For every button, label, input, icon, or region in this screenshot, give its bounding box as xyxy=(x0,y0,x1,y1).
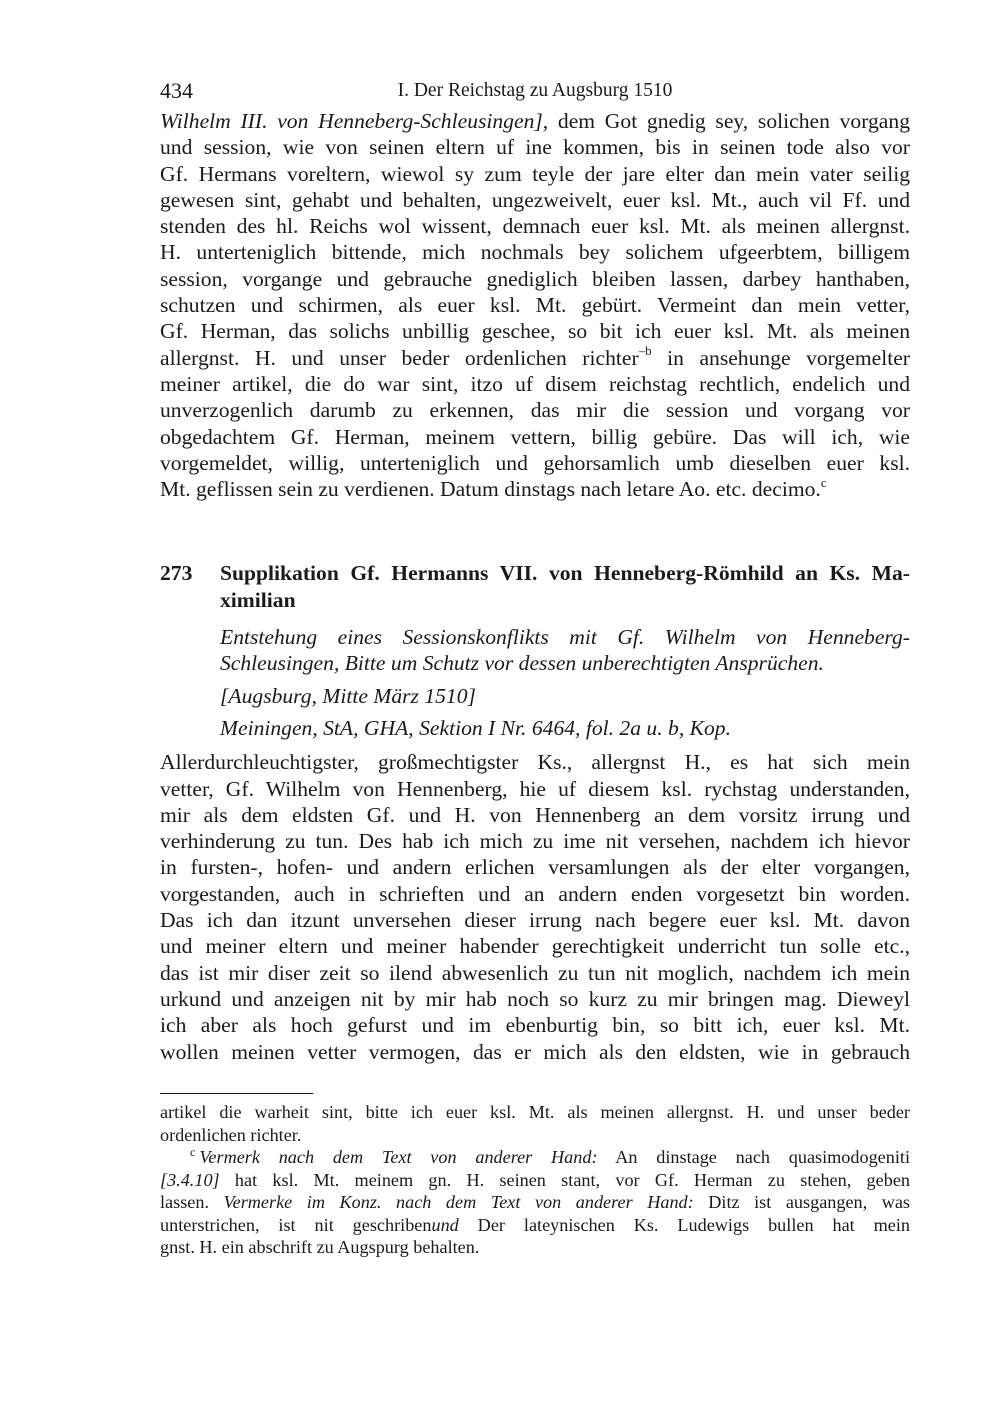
text-line: ich aber als hoch gefurst und im ebenburtig bin, so bitt ich, euer ksl. Mt. xyxy=(160,1013,910,1038)
text-line: meiner artikel, die do war sint, itzo uf disem reichstag rechtlich, endelich und xyxy=(160,371,910,396)
text-line: Gf. Herman, das solichs unbillig geschee, so bit ich euer ksl. Mt. als meinen xyxy=(160,319,910,344)
text-line: unverzogenlich darumb zu erkennen, das mir die session und vorgang vor xyxy=(160,398,910,423)
running-title: I. Der Reichstag zu Augsburg 1510 xyxy=(397,80,673,101)
continued-text-block xyxy=(160,108,910,502)
text-line: schutzen und schirmen, als euer ksl. Mt. gebürt. Vermeint dan mein vetter, xyxy=(160,293,910,318)
italic-name: Wilhelm III. von Henneberg-Schleusingen] xyxy=(160,109,543,133)
text-line: das ist mir diser zeit so ilend abwesenlich zu tun nit moglich, nachdem ich mein xyxy=(160,960,910,985)
text-line: allergnst. H. und unser beder ordenlichen richter$^{-b}$ in ansehunge vorgemelter xyxy=(160,343,910,370)
document-source: Meiningen, StA, GHA, Sektion I Nr. 6464, fol. 2a u. b, Kop. xyxy=(220,715,732,740)
text-line: urkund und anzeigen nit by mir hab noch so kurz zu mir bringen mag. Dieweyl xyxy=(160,986,910,1011)
footnote-line: lassen. Vermerke im Konz. nach dem Text von anderer Hand: Ditz ist ausgangen, was xyxy=(160,1192,910,1212)
page-number: 434 xyxy=(160,78,193,103)
text-line: und meiner eltern und meiner habender gerechtigkeit underricht tun solle etc., xyxy=(160,934,910,959)
document-title xyxy=(220,560,910,613)
text-line: in fursten-, hofen- und andern erlichen versamlungen als der elter vorgangen, xyxy=(160,855,910,880)
text-line: vetter, Gf. Wilhelm von Hennenberg, hie uf diesem ksl. rychstag understanden, xyxy=(160,776,910,801)
footnote-line: $^c$ Vermerk nach dem Text von anderer Hand: An dinstage nach quasimodogeniti xyxy=(190,1144,910,1167)
document-number: 273 xyxy=(160,561,193,586)
footnote-line: gnst. H. ein abschrift zu Augspurg behalten. xyxy=(160,1237,480,1257)
text-line: H. unterteniglich bittende, mich nochmals bey solichem ufgeerbtem, billigem xyxy=(160,240,910,265)
footnote-mark-c[interactable]: c xyxy=(820,474,827,490)
running-head xyxy=(160,78,910,108)
footnote-line: [3.4.10] hat ksl. Mt. meinem gn. H. seinen stant, vor Gf. Herman zu stehen, geben xyxy=(160,1169,910,1190)
text-line: Allerdurchleuchtigster, großmechtigster Ks., allergnst H., es hat sich mein xyxy=(160,750,910,775)
title-line: Supplikation Gf. Hermanns VII. von Henneberg-Römhild an Ks. Ma- xyxy=(220,561,910,586)
main-text-block xyxy=(160,749,910,1065)
footnote-line: unterstrichen, ist nit geschribenund Der lateynischen Ks. Ludewigs bullen hat mein xyxy=(160,1214,911,1235)
text-line: stenden des hl. Reichs wol wissent, demnach euer ksl. Mt. als meinen allergnst. xyxy=(160,214,910,239)
text-line: Das ich dan itzunt unversehen dieser irrung nach begere euer ksl. Mt. davon xyxy=(160,908,910,933)
text-line: obgedachtem Gf. Herman, meinem vettern, billig gebüre. Das will ich, wie xyxy=(160,424,910,449)
document-entry xyxy=(160,560,910,741)
document-date: [Augsburg, Mitte März 1510] xyxy=(220,683,476,708)
footnote-c-label: c xyxy=(190,1144,196,1159)
regest-line: Schleusingen, Bitte um Schutz vor dessen unberechtigten Ansprüchen. xyxy=(220,651,824,676)
text-line: Wilhelm III. von Henneberg-Schleusingen], dem Got gnedig sey, solichen vorgang xyxy=(160,109,910,133)
text-line: Gf. Hermans voreltern, wiewol sy zum teyle der jare elter dan mein vater seilig xyxy=(160,161,910,186)
footnote-mark-b[interactable]: –b xyxy=(638,343,652,359)
regest-line: Entstehung eines Sessionskonflikts mit Gf. Wilhelm von Henneberg- xyxy=(220,625,910,650)
text-line: vorgestanden, auch in schrieften und an andern enden vorgesetzt bin worden. xyxy=(160,881,910,906)
footnotes xyxy=(160,1101,910,1259)
footnote-line: ordenlichen richter. xyxy=(160,1124,302,1145)
text-line: mir als dem eldsten Gf. und H. von Hennenberg an dem vorsitz irrung und xyxy=(160,802,910,827)
text-line: gewesen sint, gehabt und behalten, ungezweivelt, euer ksl. Mt., auch vil Ff. und xyxy=(160,187,910,212)
book-page xyxy=(160,78,910,1065)
footnote-divider xyxy=(160,1093,313,1094)
document-heading xyxy=(160,560,910,613)
footnote-line: artikel die warheit sint, bitte ich euer ksl. Mt. als meinen allergnst. H. und unser beder xyxy=(160,1102,910,1122)
text-line: Mt. geflissen sein zu verdienen. Datum dinstags nach letare Ao. etc. decimo.$^c$ xyxy=(160,474,827,502)
title-line: ximilian xyxy=(220,587,296,612)
text-line: vorgemeldet, willig, unterteniglich und gehorsamlich umb dieselben euer ksl. xyxy=(160,450,910,475)
text-line: verhinderung zu tun. Des hab ich mich zu ime nit versehen, nachdem ich hievor xyxy=(160,829,910,854)
text-line: session, vorgange und gebrauche gnediglich bleiben lassen, darbey hanthaben, xyxy=(160,266,910,291)
text-line: wollen meinen vetter vermogen, das er mich als den eldsten, wie in gebrauch xyxy=(160,1039,910,1064)
text-line: und session, wie von seinen eltern uf ine kommen, bis in seinen tode also vor xyxy=(160,135,910,160)
regest xyxy=(220,624,910,677)
